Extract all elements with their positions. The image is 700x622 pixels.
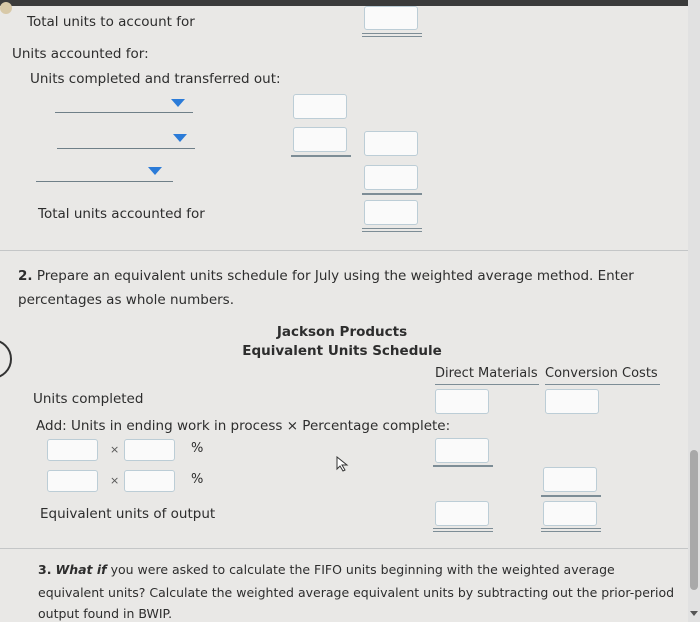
- part3-number: 3.: [38, 562, 52, 577]
- part2-instructions-line2: percentages as whole numbers.: [18, 292, 234, 308]
- dropdown-1-underline: [55, 112, 193, 113]
- part3-text-line2: equivalent units? Calculate the weighted average equivalent units by subtracting out the prior-period: [38, 585, 675, 600]
- top-edge-bar: [0, 0, 700, 6]
- ending-wip-percent-input-2[interactable]: [124, 470, 175, 492]
- total-units-accounted-for-input[interactable]: [364, 200, 418, 225]
- percent-sign-1: %: [191, 441, 204, 456]
- chevron-down-icon[interactable]: [171, 99, 185, 107]
- units-accounted-for-label: Units accounted for:: [12, 46, 149, 62]
- percent-sign-2: %: [191, 472, 204, 487]
- part3-line1: [38, 562, 615, 577]
- add-ending-wip-label: Add: Units in ending work in process × Percentage complete:: [36, 418, 451, 434]
- total-units-to-account-for-double-rule: [362, 33, 422, 37]
- units-completed-dm-input[interactable]: [435, 389, 489, 414]
- corner-icon: [0, 2, 12, 14]
- units-completed-total-input[interactable]: [364, 131, 418, 156]
- ending-wip-rule: [362, 193, 422, 195]
- section-divider-2: [0, 548, 700, 549]
- company-name: Jackson Products: [276, 324, 408, 340]
- equivalent-units-dm-double-rule: [433, 528, 493, 532]
- dropdown-3-amount-input[interactable]: [364, 165, 418, 190]
- units-completed-label: Units completed: [33, 391, 144, 407]
- col-header-conversion-costs: Conversion Costs: [545, 366, 660, 385]
- scrollbar-thumb[interactable]: [690, 450, 698, 590]
- part2-number: 2.: [18, 268, 33, 284]
- ending-wip-units-input-2[interactable]: [47, 470, 98, 492]
- section-divider: [0, 250, 700, 251]
- scroll-down-arrow-icon[interactable]: [690, 611, 698, 616]
- mouse-cursor-icon: [336, 456, 350, 476]
- chevron-down-icon[interactable]: [173, 134, 187, 142]
- total-units-to-account-for-input[interactable]: [364, 6, 418, 30]
- multiply-sign-1: ×: [110, 443, 120, 456]
- ending-wip-units-input-1[interactable]: [47, 439, 98, 461]
- total-units-accounted-for-label: Total units accounted for: [38, 206, 205, 222]
- dropdown-2-amount-input[interactable]: [293, 127, 347, 152]
- dropdown-1-amount-input[interactable]: [293, 94, 347, 119]
- dm-subtotal-rule: [433, 465, 493, 467]
- col-header-direct-materials: Direct Materials: [435, 366, 539, 385]
- equivalent-units-cc-double-rule: [541, 528, 601, 532]
- units-completed-cc-input[interactable]: [545, 389, 599, 414]
- ending-wip-dm-input[interactable]: [435, 438, 489, 463]
- part2-instructions: [18, 268, 634, 284]
- part3-text-line3: output found in BWIP.: [38, 606, 173, 621]
- units-completed-transferred-label: Units completed and transferred out:: [30, 71, 281, 87]
- dropdown-2-underline: [57, 148, 195, 149]
- side-circle-decoration: [0, 339, 12, 379]
- equivalent-units-dm-input[interactable]: [435, 501, 489, 526]
- total-units-accounted-for-double-rule: [362, 228, 422, 232]
- part3-text-line1: you were asked to calculate the FIFO units beginning with the weighted average: [110, 562, 615, 577]
- multiply-sign-2: ×: [110, 474, 120, 487]
- subtotal-rule: [291, 155, 351, 157]
- part3-what-if: What if: [55, 562, 107, 577]
- ending-wip-percent-input-1[interactable]: [124, 439, 175, 461]
- equivalent-units-cc-input[interactable]: [543, 501, 597, 526]
- total-units-to-account-for-label: Total units to account for: [27, 14, 195, 30]
- chevron-down-icon[interactable]: [148, 167, 162, 175]
- schedule-title: Equivalent Units Schedule: [242, 343, 442, 359]
- dropdown-3-underline: [36, 181, 173, 182]
- part2-instructions-text: Prepare an equivalent units schedule for July using the weighted average method. Enter: [36, 268, 634, 284]
- equivalent-units-output-label: Equivalent units of output: [40, 506, 216, 522]
- cc-subtotal-rule: [541, 495, 601, 497]
- ending-wip-cc-input[interactable]: [543, 467, 597, 492]
